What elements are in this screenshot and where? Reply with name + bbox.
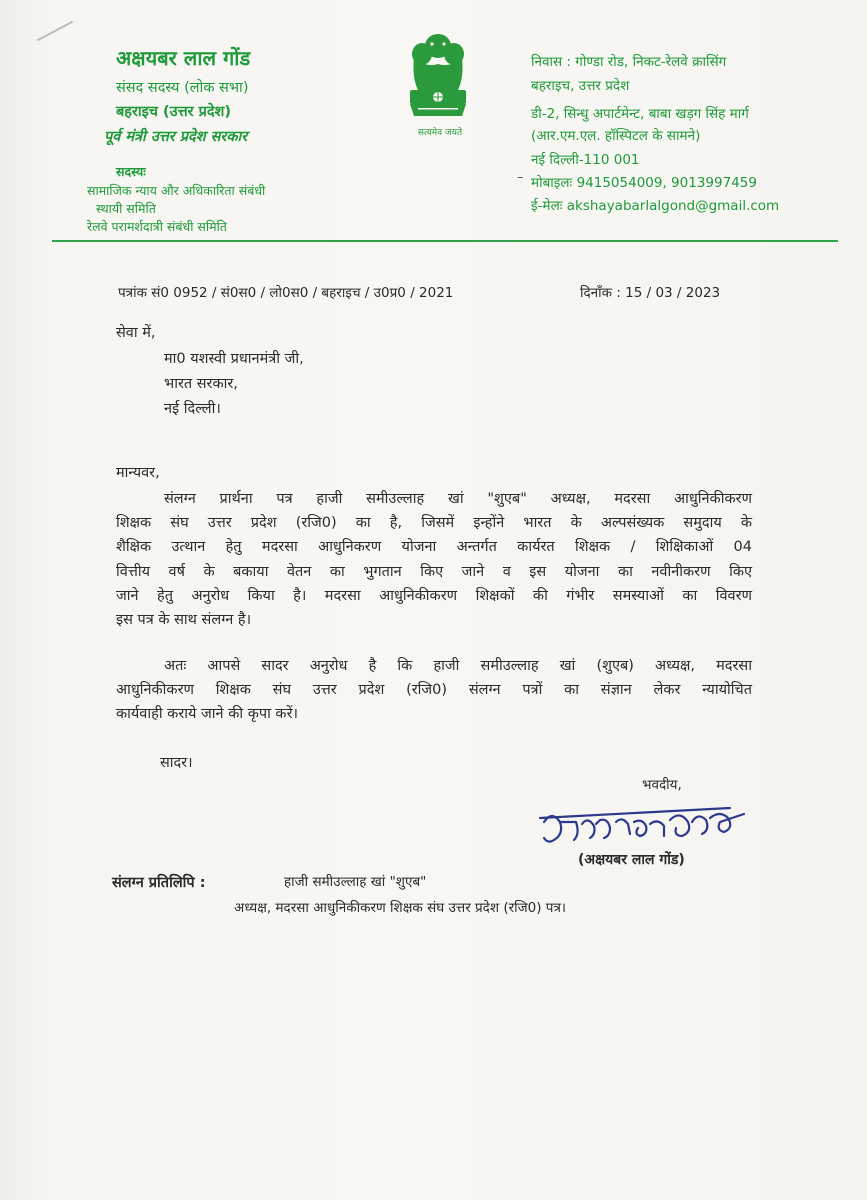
handwritten-signature xyxy=(530,800,760,855)
sender-name: अक्षयबर लाल गोंड xyxy=(116,46,251,70)
paragraph-line: अतः आपसे सादर अनुरोध है कि हाजी समीउल्लाह खां (शुएब) अध्यक्ष, मदरसा xyxy=(164,658,752,674)
to-label: सेवा में, xyxy=(116,325,156,341)
paragraph-line: जाने हेतु अनुरोध किया है। मदरसा आधुनिकीकरण शिक्षकों की गंभीर समस्याओं का विवरण xyxy=(116,587,752,604)
closing: सादर। xyxy=(160,755,193,771)
sender-former-title: पूर्व मंत्री उत्तर प्रदेश सरकार xyxy=(104,129,248,145)
addressee-line: नई दिल्ली। xyxy=(164,401,221,417)
yours-faithfully: भवदीय, xyxy=(642,777,682,793)
mobile-numbers: मोबाइलः 9415054009, 9013997459 xyxy=(531,175,757,191)
salutation: मान्यवर, xyxy=(116,465,160,481)
margin-mark: – xyxy=(517,170,524,185)
paragraph-line: आधुनिकीकरण शिक्षक संघ उत्तर प्रदेश (रजि0) संलग्न पत्रों का संज्ञान लेकर न्यायोचित xyxy=(116,682,752,699)
residence-line: निवास : गोण्डा रोड, निकट-रेलवे क्रासिंग xyxy=(531,54,727,70)
reference-number: पत्रांक सं0 0952 / सं0स0 / लो0स0 / बहराइच / उ0प्र0 / 2021 xyxy=(118,285,454,301)
residence-line: (आर.एम.एल. हॉस्पिटल के सामने) xyxy=(531,128,701,144)
addressee-line: मा0 यशस्वी प्रधानमंत्री जी, xyxy=(164,351,304,367)
sender-constituency: बहराइच (उत्तर प्रदेश) xyxy=(116,104,232,120)
paragraph-line: शैक्षिक उत्थान हेतु मदरसा आधुनिकरण योजना अन्तर्गत कार्यरत शिक्षक / शिक्षिकाओं 04 xyxy=(116,539,752,556)
membership-line: रेलवे परामर्शदात्री संबंधी समिति xyxy=(87,219,227,234)
attachment-label: संलग्न प्रतिलिपि : xyxy=(112,875,206,891)
sender-position: संसद सदस्य (लोक सभा) xyxy=(116,80,249,96)
residence-line: नई दिल्ली-110 001 xyxy=(531,152,640,168)
national-emblem-icon xyxy=(398,28,478,138)
addressee-line: भारत सरकार, xyxy=(164,376,238,392)
emblem-motto: सत्यमेव जयते xyxy=(417,128,463,138)
signatory-name: (अक्षयबर लाल गोंड) xyxy=(578,852,685,868)
paragraph-line: शिक्षक संघ उत्तर प्रदेश (रजि0) का है, जिसमें इन्होंने भारत के अल्पसंख्यक समुदाय के xyxy=(116,515,752,532)
membership-line: सामाजिक न्याय और अधिकारिता संबंधी xyxy=(87,183,266,198)
scan-mark xyxy=(37,21,73,42)
residence-line: डी-2, सिन्धु अपार्टमेन्ट, बाबा खड़ग सिंह मार्ग xyxy=(531,106,749,122)
paragraph-2 xyxy=(116,654,752,727)
email-address: ई-मेलः akshayabarlalgond@gmail.com xyxy=(531,198,780,214)
paragraph-line: वित्तीय वर्ष के बकाया वेतन का भुगतान किए जाने व इस योजना का नवीनीकरण किए xyxy=(116,563,752,580)
membership-line: स्थायी समिति xyxy=(96,201,156,216)
letterhead-divider xyxy=(52,240,838,242)
residence-line: बहराइच, उत्तर प्रदेश xyxy=(531,78,630,94)
paragraph-1 xyxy=(116,487,752,632)
attachment-detail: अध्यक्ष, मदरसा आधुनिकीकरण शिक्षक संघ उत्तर प्रदेश (रजि0) पत्र। xyxy=(234,900,567,916)
letter-date: दिनाँक : 15 / 03 / 2023 xyxy=(580,285,721,301)
paragraph-line: संलग्न प्रार्थना पत्र हाजी समीउल्लाह खां "शुएब" अध्यक्ष, मदरसा आधुनिकीकरण xyxy=(164,491,752,507)
paragraph-line: कार्यवाही कराये जाने की कृपा करें। xyxy=(116,706,298,723)
attachment-value: हाजी समीउल्लाह खां "शुएब" xyxy=(284,874,427,890)
paragraph-line: इस पत्र के साथ संलग्न है। xyxy=(116,612,252,629)
membership-title: सदस्यः xyxy=(116,164,146,179)
